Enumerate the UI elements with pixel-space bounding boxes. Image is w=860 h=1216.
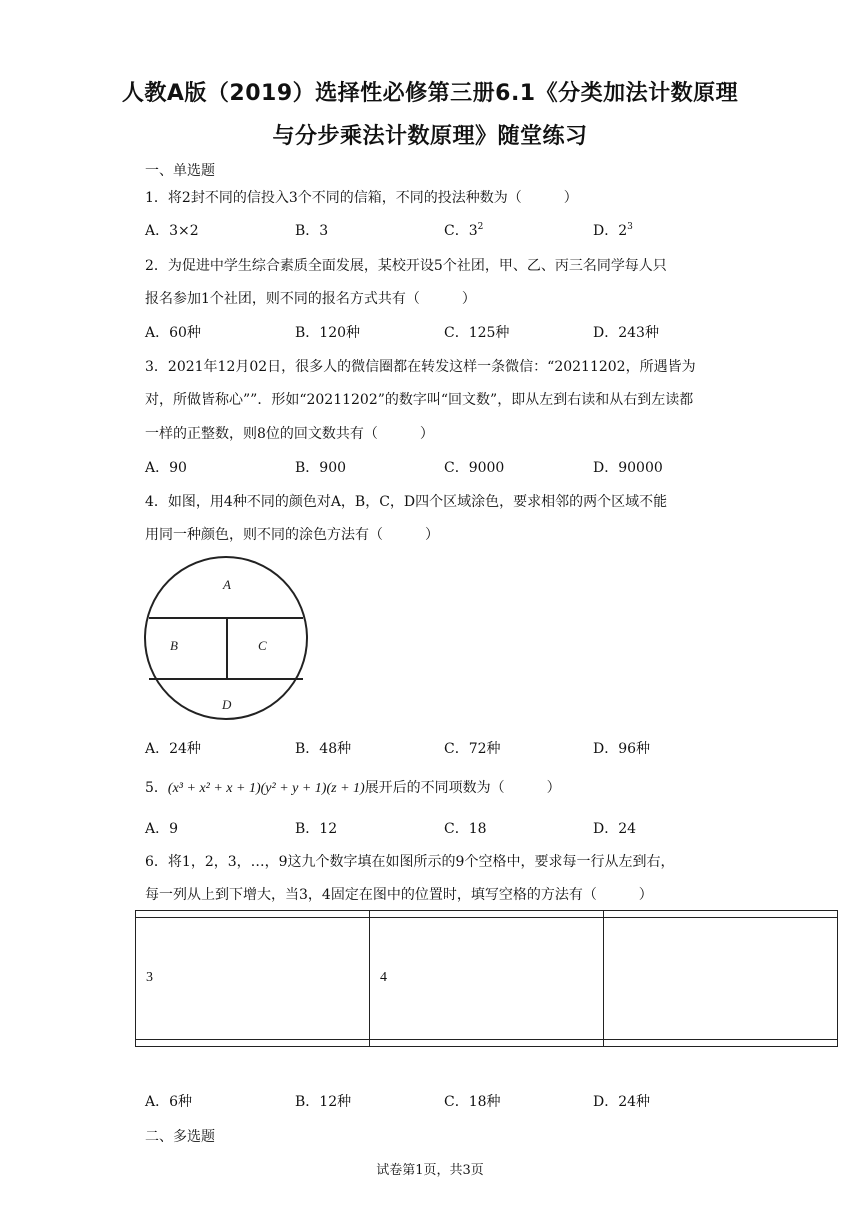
page-title-line-2: 与分步乘法计数原理》随堂练习: [272, 124, 588, 149]
option-d: D．90000: [593, 460, 663, 476]
option-a: A．3×2: [145, 223, 199, 239]
question-4-stem-line-2: 用同一种颜色，则不同的涂色方法有（ ）: [145, 527, 439, 543]
region-label-b: B: [170, 638, 178, 653]
option-b: B．120种: [295, 325, 361, 341]
question-5-stem: [145, 777, 561, 797]
number-grid-table: [135, 910, 838, 1047]
question-3-stem-line-2: 对，所做皆称心””．形如“20211202”的数字叫“回文数”，即从左到右读和从右到左读都: [145, 392, 694, 408]
grid-cell: [604, 1039, 838, 1046]
option-b: B．900: [295, 460, 347, 476]
option-a: A．60种: [145, 325, 201, 341]
option-d: D．96种: [593, 741, 651, 757]
question-4-options: [145, 738, 845, 758]
question-2-stem-line-2: 报名参加1个社团，则不同的报名方式共有（ ）: [145, 291, 476, 307]
grid-cell: [136, 1039, 370, 1046]
question-6-options: [145, 1091, 845, 1111]
question-4-stem-line-1: 4．如图，用4种不同的颜色对A，B，C，D四个区域涂色，要求相邻的两个区域不能: [145, 494, 668, 510]
section-heading-multiple-choice: 二、多选题: [145, 1129, 215, 1145]
option-b: B．12: [295, 821, 338, 837]
polynomial-expression: (x³ + x² + x + 1)(y² + y + 1)(z + 1): [167, 781, 365, 796]
option-c: C．9000: [444, 460, 505, 476]
question-2-stem-line-1: 2．为促进中学生综合素质全面发展，某校开设5个社团，甲、乙、丙三名同学每人只: [145, 258, 667, 274]
grid-cell: [604, 918, 838, 1040]
option-d: D．24种: [593, 1094, 651, 1110]
option-b: B．12种: [295, 1094, 352, 1110]
option-d: D．243种: [593, 325, 659, 341]
question-6-stem-line-2: 每一列从上到下增大，当3，4固定在图中的位置时，填写空格的方法有（ ）: [145, 887, 653, 903]
page-title-line-1: 人教A版（2019）选择性必修第三册6.1《分类加法计数原理: [121, 81, 739, 106]
question-5-options: [145, 818, 845, 838]
question-1-stem: 1．将2封不同的信投入3个不同的信箱，不同的投法种数为（ ）: [145, 190, 578, 206]
grid-cell: [136, 911, 370, 918]
option-d-base: D．2: [593, 223, 628, 239]
option-b: B．48种: [295, 741, 352, 757]
option-a: A．9: [145, 821, 179, 837]
question-3-stem-line-1: 3．2021年12月02日，很多人的微信圈都在转发这样一条微信：“20211202，所遇皆为: [145, 359, 696, 375]
grid-cell: 3: [136, 918, 370, 1040]
coloring-regions-diagram: [143, 555, 309, 725]
grid-row: [136, 918, 838, 1040]
question-3-stem-line-3: 一样的正整数，则8位的回文数共有（ ）: [145, 426, 434, 442]
grid-row: [136, 1039, 838, 1046]
option-d-exponent: 3: [627, 222, 633, 232]
option-c: C．72种: [444, 741, 501, 757]
grid-cell: [370, 911, 604, 918]
option-c-base: C．3: [444, 223, 478, 239]
option-c: C．18: [444, 821, 487, 837]
option-a: A．24种: [145, 741, 201, 757]
option-c: [444, 220, 483, 240]
grid-cell: [604, 911, 838, 918]
question-5-tail: 展开后的不同项数为（ ）: [364, 780, 561, 796]
question-3-options: [145, 457, 845, 477]
option-a: A．6种: [145, 1094, 193, 1110]
option-d: D．24: [593, 821, 637, 837]
region-label-d: D: [222, 697, 232, 712]
page-footer: 试卷第1页，共3页: [376, 1163, 484, 1178]
option-d: [593, 220, 633, 240]
question-1-options: [145, 220, 845, 240]
grid-cell: [370, 1039, 604, 1046]
region-label-a: A: [223, 577, 231, 592]
region-label-c: C: [258, 638, 267, 653]
option-c: C．18种: [444, 1094, 501, 1110]
option-c: C．125种: [444, 325, 510, 341]
question-6-stem-line-1: 6．将1，2，3，…，9这九个数字填在如图所示的9个空格中，要求每一行从左到右，: [145, 854, 675, 870]
option-a: A．90: [145, 460, 187, 476]
option-b: B．3: [295, 223, 329, 239]
grid-cell: 4: [370, 918, 604, 1040]
question-2-options: [145, 322, 845, 342]
option-c-exponent: 2: [477, 222, 484, 232]
grid-row: [136, 911, 838, 918]
question-5-number: 5．: [145, 780, 168, 796]
section-heading-single-choice: 一、单选题: [145, 163, 215, 179]
